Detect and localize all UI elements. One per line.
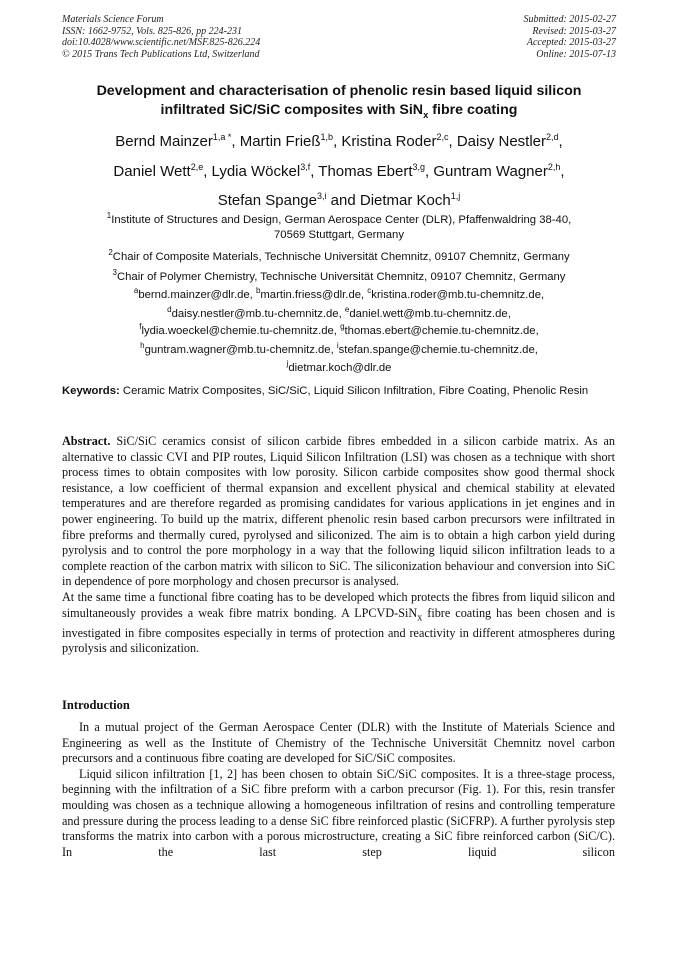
email-block-2: $^f$lydia.woeckel@chemie.tu-chemnitz.de, $^g$thomas.ebert@chemie.tu-chemnitz.de, $^h$guntram.wagner@mb.tu-chemnitz.de, $^i$stefan.spange@chemie.tu-chemnitz.de, $^j$dietmar.koch@dlr.de — [139, 322, 539, 374]
author-and: and — [330, 192, 356, 209]
author: Bernd Mainzer — [115, 133, 213, 150]
publication-dates — [524, 14, 617, 60]
section-heading-introduction: Introduction — [62, 698, 130, 712]
abstract-label: Abstract. — [62, 434, 111, 448]
email-link[interactable]: dietmar.koch@dlr.de — [288, 361, 392, 374]
author: Martin Frieß — [239, 133, 321, 150]
author: Daniel Wett — [113, 162, 191, 180]
author-line-3: Stefan Spange$^{3,i}$ and Dietmar Koch$^{1,j}$ — [217, 191, 461, 209]
email-link[interactable]: guntram.wagner@mb.tu-chemnitz.de — [144, 343, 331, 356]
journal-doi: doi:10.4028/www.scientific.net/MSF.825-826.224 — [62, 37, 261, 48]
abstract — [62, 434, 615, 657]
email-link[interactable]: daisy.nestler@mb.tu-chemnitz.de — [171, 307, 339, 320]
affiliation-1: $^1$Institute of Structures and Design, German Aerospace Center (DLR), Pfaffenwaldring 38-40, 70569 Stuttgart, Germany — [106, 211, 572, 241]
author: Lydia Wöckel — [211, 162, 301, 180]
date-online: Online: 2015-07-13 — [536, 48, 616, 60]
journal-issn: ISSN: 1662-9752, Vols. 825-826, pp 224-231 — [62, 25, 242, 37]
date-revised: Revised: 2015-03-27 — [532, 25, 616, 37]
keywords-label: Keywords: — [62, 385, 120, 397]
email-link[interactable]: bernd.mainzer@dlr.de — [138, 288, 250, 301]
author-line-1: Bernd Mainzer$^{1,a *}$, Martin Frieß$^{1,b}$, Kristina Roder$^{2,c}$, Daisy Nestler$^{2,d}$, — [115, 132, 563, 150]
intro-paragraph-1: In a mutual project of the German Aerospace Center (DLR) with the Institute of Materials Science and Engineering as well as the Institute of Chemistry of the Technische Universität Chemnitz novel carbon precursors and a continuous fibre coating are developed for SiC/SiC composites. — [62, 720, 615, 766]
author: Thomas Ebert — [318, 162, 413, 180]
affiliation-3: $^3$Chair of Polymer Chemistry, Technische Universität Chemnitz, 09107 Chemnitz, Germany — [112, 268, 566, 283]
author-list — [40, 125, 638, 214]
author-line-2: Daniel Wett$^{2,e}$, Lydia Wöckel$^{3,f}$, Thomas Ebert$^{3,g}$, Guntram Wagner$^{2,h}$, — [113, 161, 565, 180]
affiliation-2: $^2$Chair of Composite Materials, Technische Universität Chemnitz, 09107 Chemnitz, Germany — [108, 248, 570, 263]
author: Guntram Wagner — [433, 162, 548, 180]
abstract-paragraph-2: At the same time a functional fibre coating has to be developed which protects the fibres from liquid silicon and simultaneously provides a weak fibre matrix bonding. A LPCVD-SiN$_x$ fibre coating has been chosen and is investigated in fibre composites especially in terms of protection and reactivity in different atmospheres during pyrolysis and siliconization. — [62, 589, 615, 656]
author: Dietmar Koch — [359, 192, 451, 209]
author: Stefan Spange — [217, 192, 317, 209]
paper-title — [40, 82, 638, 125]
introduction-body — [62, 720, 615, 860]
title-line-1: Development and characterisation of phenolic resin based liquid silicon — [96, 83, 582, 99]
email-link[interactable]: kristina.roder@mb.tu-chemnitz.de — [371, 288, 541, 301]
date-submitted: Submitted: 2015-02-27 — [523, 14, 616, 25]
date-accepted: Accepted: 2015-03-27 — [526, 37, 616, 48]
author: Kristina Roder — [341, 133, 437, 150]
keywords-text: Ceramic Matrix Composites, SiC/SiC, Liquid Silicon Infiltration, Fibre Coating, Phenolic Resin — [122, 385, 589, 397]
email-link[interactable]: daniel.wett@mb.tu-chemnitz.de — [349, 307, 508, 320]
email-block-1: $^a$bernd.mainzer@dlr.de, $^b$martin.friess@dlr.de, $^c$kristina.roder@mb.tu-chemnitz.de, $^d$daisy.nestler@mb.tu-chemnitz.de, $^e$daniel.wett@mb.tu-chemnitz.de, — [133, 286, 545, 320]
email-link[interactable]: stefan.spange@chemie.tu-chemnitz.de — [338, 343, 535, 356]
journal-copyright: © 2015 Trans Tech Publications Ltd, Switzerland — [62, 48, 260, 60]
email-link[interactable]: martin.friess@dlr.de — [260, 288, 362, 301]
author: Daisy Nestler — [456, 133, 546, 150]
journal-name: Materials Science Forum — [62, 14, 164, 25]
intro-paragraph-2: Liquid silicon infiltration [1, 2] has been chosen to obtain SiC/SiC composites. It is a three-stage process, beginning with the infiltration of a SiC fibre preform with a carbon precursor (Fig. 1). For this, resin transfer moulding was chosen as a technique allowing a homogeneous infiltration of resins and controlling temperature and pressure during the process leading to a dense SiC fibre reinforced plastic (SiCFRP). A further pyrolysis step transforms the matrix into carbon with a porous microstructure, creating a SiC fibre reinforced carbon (SiC/C). In the last step liquid silicon — [62, 766, 615, 859]
title-line-2: infiltrated SiC/SiC composites with SiN$_x$ fibre coating — [160, 102, 518, 121]
email-link[interactable]: thomas.ebert@chemie.tu-chemnitz.de — [344, 324, 536, 337]
email-link[interactable]: lydia.woeckel@chemie.tu-chemnitz.de — [141, 324, 334, 337]
journal-info — [62, 14, 260, 60]
abstract-paragraph-1: Abstract. SiC/SiC ceramics consist of silicon carbide fibres embedded in a silicon carbide matrix. As an alternative to classic CVI and PIP routes, Liquid Silicon Infiltration (LSI) was chosen as a technique with short process times to obtain composites with low porosity. Silicon carbide composites show good thermal shock resistance, a low coefficient of thermal expansion and excellent physical and chemical stability at elevated temperatures and are therefore regarded as promising candidates for various applications in jet engines and in power engineering. To build up the matrix, different phenolic resin based carbon precursors were infiltrated in fibre preforms and thermally cured, pyrolysed and siliconized. The aim is to obtain a high carbon yield during pyrolysis and to control the pore morphology in a way that the following liquid silicon infiltration leads to a complete reaction of the carbon matrix with silicon to SiC. The siliconization behaviour and conversion into SiC in dependence of pore morphology and chosen precursor is analysed. — [62, 434, 616, 589]
keywords — [62, 384, 615, 399]
